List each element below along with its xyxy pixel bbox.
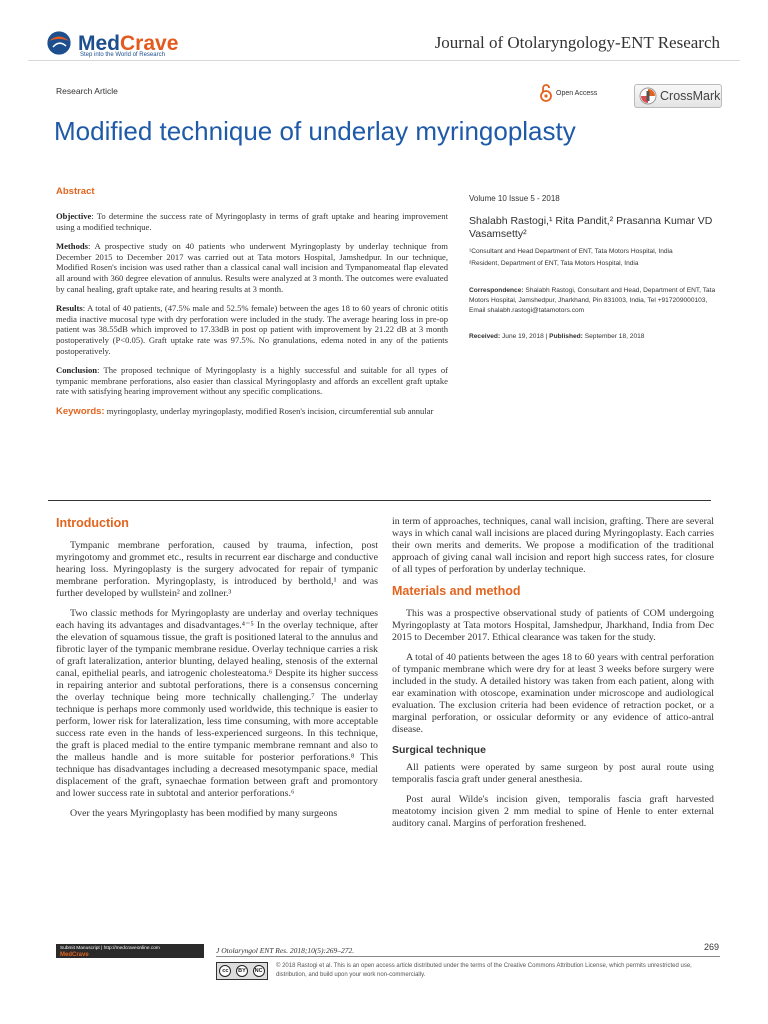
abstract-results: Results: A total of 40 patients, (47.5% male and 52.5% female) between the ages 18 to 60 years of chronic otitis media inactive mucosal type with dry perforation were included in the study. The average hearing loss in pre-op patient was 38.55dB which improved to 17.33dB in post op patient with improvement by 21.22 dB at 3 month postoperatively (P<0.05). Graft uptake rate was 97.5%. No granulations, edema noted in any of the patients postoperatively.	[56, 303, 448, 356]
footer-medcrave-logo: MedCrave	[60, 952, 89, 958]
open-access-lock-icon	[540, 84, 552, 102]
abstract-objective: Objective: To determine the success rate of Myringoplasty in terms of graft uptake and hearing improvement using a modified technique.	[56, 211, 448, 232]
logo-tagline: Step into the World of Research	[80, 52, 165, 58]
materials-paragraph-2: A total of 40 patients between the ages 18 to 60 years with central perforation of tympanic membrane which were dry for at least 3 weeks before surgery were included in the study. A detailed history was taken from each patient, along with ear examination with otoscope, examination under microscope and audiological evaluation. The exclusion criteria had been evidence of retraction pocket, or a marginal perforation, or ossicular deformity or any evidence of attico-antral disease.	[392, 652, 714, 735]
abstract-heading: Abstract	[56, 186, 95, 197]
medcrave-globe-icon	[44, 28, 74, 58]
volume-issue: Volume 10 Issue 5 - 2018	[469, 194, 560, 203]
affiliation-2: ²Resident, Department of ENT, Tata Motors Hospital, India	[469, 259, 639, 267]
surgical-paragraph-2: Post aural Wilde's incision given, temporalis fascia graft harvested meatotomy incision given 2 mm medial to spine of Henle to enter external auditory canal. Margins of perforation freshened.	[392, 794, 714, 829]
article-info-sidebar	[469, 194, 719, 340]
abstract-divider	[48, 500, 711, 501]
cc-icon: cc	[219, 965, 231, 977]
submit-manuscript-link[interactable]: Submit Manuscript | http://medcraveonline.com MedCrave	[56, 944, 204, 958]
license-text: © 2018 Rastogi et al. This is an open access article distributed under the terms of the Creative Commons Attribution License, which permits unrestricted use, distribution, and build upon your work non-commercially.	[276, 963, 692, 978]
affiliation-1: ¹Consultant and Head Department of ENT, Tata Motors Hospital, India	[469, 248, 673, 255]
crossmark-button[interactable]	[634, 84, 722, 108]
crossmark-icon	[639, 87, 657, 105]
logo-wordmark: MedCrave	[78, 31, 179, 55]
page-footer	[0, 938, 768, 1024]
crossmark-label: CrossMark	[660, 89, 721, 103]
creative-commons-badge[interactable]	[216, 962, 268, 980]
body-column-left	[56, 516, 378, 828]
citation: J Otolaryngol ENT Res. 2018;10(5):269‒272.	[216, 946, 355, 955]
intro-continued-paragraph: in term of approaches, techniques, canal wall incision, grafting. There are several ways in which canal wall incisions are placed during Myringoplasty. Each carries their own merits and demerits. We propose a modification of the traditional approach of giving canal wall incision and report high success rates, for closure of all types of perforation by underlay technique.	[392, 516, 714, 575]
abstract-conclusion: Conclusion: The proposed technique of Myringoplasty is a highly successful and suitable for all types of tympanic membrane perforations, also easier than classical Myringoplasty and affords an excellent graft uptake rate with satisfying hearing improvement without any specific complications.	[56, 365, 448, 397]
introduction-heading: Introduction	[56, 516, 129, 530]
header-divider	[28, 60, 740, 61]
page-number: 269	[704, 942, 720, 952]
footer-divider	[216, 956, 720, 957]
cc-by-icon: BY	[236, 965, 248, 977]
abstract-keywords: Keywords: myringoplasty, underlay myringoplasty, modified Rosen's incision, circumferential sub annular	[56, 405, 434, 417]
surgical-paragraph-1: All patients were operated by same surgeon by post aural route using temporalis fascia graft under general anesthesia.	[392, 762, 714, 785]
medcrave-logo[interactable]	[44, 28, 178, 58]
article-type: Research Article	[56, 86, 118, 96]
open-access-badge[interactable]	[540, 84, 597, 102]
body-column-right	[392, 516, 714, 838]
dates: Received: June 19, 2018 | Published: September 18, 2018	[469, 333, 645, 341]
cc-nc-icon: NC	[253, 965, 265, 977]
intro-paragraph-1: Tympanic membrane perforation, caused by trauma, infection, post myringotomy and grommet etc., results in recurrent ear discharge and conductive hearing loss. Myringoplasty is the surgery advocated for repair of tympanic membrane perforation. Myringoplasty, is introduced by berthold,¹ and was further developed by wullstein² and zollner.³	[56, 540, 378, 599]
authors: Shalabh Rastogi,¹ Rita Pandit,² Prasanna Kumar VD Vasamsetty²	[469, 215, 713, 240]
journal-name: Journal of Otolaryngology-ENT Research	[434, 33, 720, 52]
surgical-technique-heading: Surgical technique	[392, 744, 486, 756]
page-header	[0, 0, 768, 72]
abstract-section	[56, 186, 448, 486]
materials-method-heading: Materials and method	[392, 584, 521, 598]
open-access-label: Open Access	[556, 89, 598, 97]
correspondence: Correspondence: Shalabh Rastogi, Consultant and Head, Department of ENT, Tata Motors Hospital, Jamshedpur, Jharkhand, Pin 831003, India, Tel +917209000103, Email shalabh.rastogi@tatamotors.com	[469, 287, 716, 314]
intro-paragraph-3: Over the years Myringoplasty has been modified by many surgeons	[70, 808, 338, 819]
abstract-methods: Methods: A prospective study on 40 patients who underwent Myringoplasty by underlay technique from December 2015 to December 2017 was carried out at Tata motors Hospital, Jamshedpur. In our technique, Modified Rosen's incision was used rather than a classical canal wall incision and Tympanomeatal flap elevated all around with 360 degree elevation of annulus. Results were analyzed at 3 month. The outcomes were evaluated by canal healing, graft uptake rate, and hearing results at 3 month.	[56, 241, 448, 294]
article-title: Modified technique of underlay myringoplasty	[54, 116, 576, 146]
materials-paragraph-1: This was a prospective observational study of patients of COM undergoing Myringoplasty at Tata motors Hospital, Jamshedpur, Jharkhand, India from Dec 2015 to December 2017. Ethical clearance was taken for the study.	[392, 608, 714, 643]
intro-paragraph-2: Two classic methods for Myringoplasty are underlay and overlay techniques each having its advantages and disadvantages.⁴⁻⁵ In the overlay technique, after the elevation of squamous tissue, the graft is positioned lateral to the annulus and fibrotic layer of the tympanic membrane residue. Overlay technique carries a risk of graft lateralization, anterior blunting, delayed healing, stenosis of the external canal, epithelial pearls, and iatrogenic cholesteatoma.⁶ Despite its higher success in repairing anterior and subtotal perforations, there is a consensus concerning the overlay technique being more technically challenging.⁷ The underlay technique is perhaps more commonly used worldwide, this technique is easier to perform, lower risk for lateralization, less time consuming, with more acceptable success rate even in the hands of less-experienced surgeons. In this technique, the graft is placed medial to the entire tympanic membrane remnant and also to the malleus handle and is more suitable for posterior perforations.⁸ This technique has disadvantages including a decreased mesotympanic space, medial displacement of the graft, synaechae formation between graft and promontory and lower success rate in subtotal and anterior perforations.⁶	[56, 608, 378, 799]
